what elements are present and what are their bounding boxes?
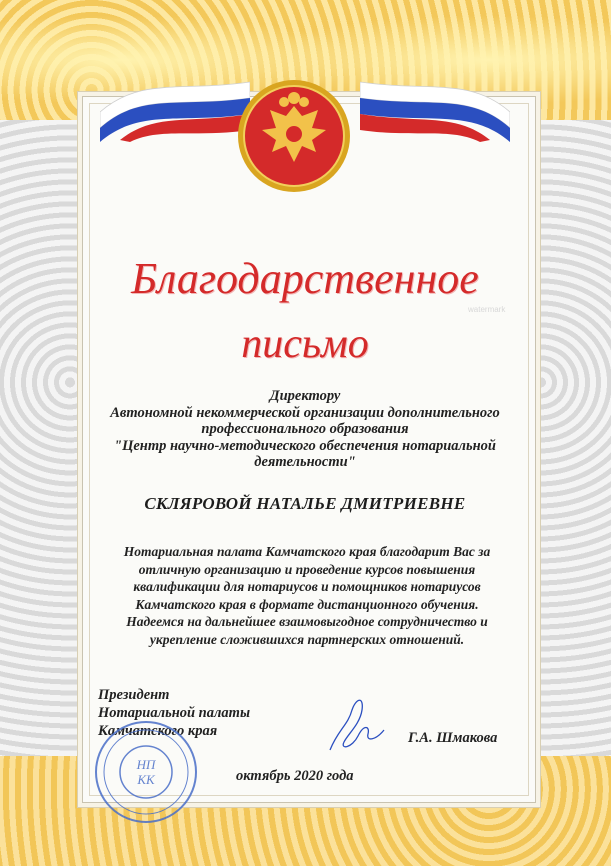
recipient-name: СКЛЯРОВОЙ НАТАЛЬЕ ДМИТРИЕВНЕ — [144, 494, 466, 513]
russian-flag-ribbon-right — [360, 72, 510, 142]
svg-text:НП: НП — [136, 757, 156, 772]
body-line: укрепление сложившихся партнерских отношений. — [149, 631, 465, 647]
recipient-block — [105, 388, 505, 471]
body-line: квалификации для нотариусов и помощников нотариусов — [133, 579, 481, 594]
russian-flag-ribbon-left — [100, 72, 250, 142]
signatory-line: Президент — [98, 687, 170, 703]
signatory-name: Г.А. Шмакова — [408, 730, 498, 746]
official-stamp — [92, 718, 200, 826]
watermark: watermark — [468, 305, 506, 314]
body-line: Надеемся на дальнейшее взаимовыгодное сотрудничество и — [126, 614, 488, 629]
issue-date: октябрь 2020 года — [236, 768, 354, 784]
recipient-line: профессионального образования — [201, 421, 409, 437]
coat-of-arms-icon — [236, 78, 352, 194]
body-line: Нотариальная палата Камчатского края благодарит Вас за — [123, 544, 491, 559]
body-line: Камчатского края в формате дистанционного обучения. — [135, 596, 479, 612]
recipient-line: Автономной некоммерческой организации дополнительного — [110, 404, 500, 421]
title-line-1: Благодарственное — [131, 254, 479, 303]
recipient-line: "Центр научно-методического обеспечения нотариальной — [114, 437, 496, 454]
svg-text:КК: КК — [137, 772, 155, 787]
recipient-line: Директору — [269, 388, 341, 404]
signatory-line: Нотариальной палаты — [98, 705, 251, 721]
recipient-line: деятельности" — [254, 454, 356, 470]
gratitude-text — [108, 543, 506, 648]
handwritten-signature — [318, 690, 398, 760]
signatory-line: Камчатского края — [98, 723, 218, 739]
body-line: отличную организацию и проведение курсов повышения — [138, 561, 476, 577]
title-line-2: письмо — [241, 321, 369, 367]
